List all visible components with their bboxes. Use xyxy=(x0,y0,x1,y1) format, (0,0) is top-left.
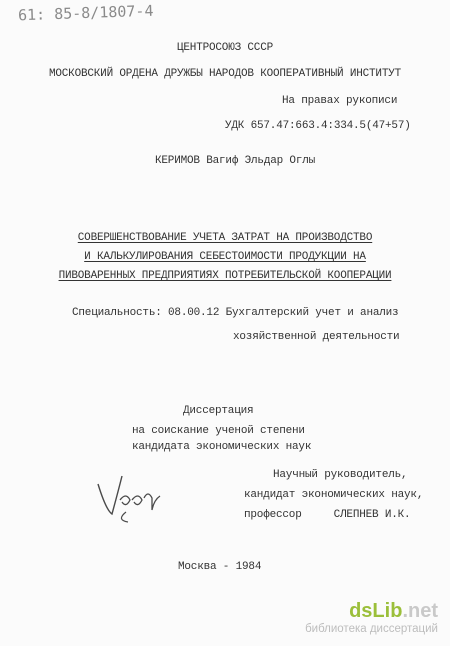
dissertation-label: Диссертация xyxy=(183,405,254,417)
watermark xyxy=(305,600,438,636)
signature xyxy=(92,470,172,535)
degree-line-1: на соискание ученой степени xyxy=(132,425,305,437)
specialty-line-2: хозяйственной деятельности xyxy=(233,331,400,343)
supervisor-line-3: профессор СЛЕПНЕВ И.К. xyxy=(244,509,411,521)
degree-line-2: кандидата экономических наук xyxy=(132,441,312,453)
supervisor-line-1: Научный руководитель, xyxy=(273,469,408,481)
archive-stamp: 61: 85-8/1807-4 xyxy=(17,1,154,25)
watermark-subtitle: библиотека диссертаций xyxy=(305,623,438,635)
specialty-line-1: Специальность: 08.00.12 Бухгалтерский учет и анализ xyxy=(72,307,399,319)
org-line-1: ЦЕНТРОСОЮЗ СССР xyxy=(176,42,274,54)
title-line-1: СОВЕРШЕНСТВОВАНИЕ УЧЕТА ЗАТРАТ НА ПРОИЗВОДСТВО xyxy=(77,232,373,244)
org-line-2: МОСКОВСКИЙ ОРДЕНА ДРУЖБЫ НАРОДОВ КООПЕРАТИВНЫЙ ИНСТИТУТ xyxy=(48,68,402,80)
title-line-2: И КАЛЬКУЛИРОВАНИЯ СЕБЕСТОИМОСТИ ПРОДУКЦИИ НА xyxy=(84,251,366,263)
title-line-3: ПИВОВАРЕННЫХ ПРЕДПРИЯТИЯХ ПОТРЕБИТЕЛЬСКОЙ КООПЕРАЦИИ xyxy=(58,270,392,282)
manuscript-rights: На правах рукописи xyxy=(282,95,398,107)
supervisor-line-2: кандидат экономических наук, xyxy=(244,489,424,501)
udk-code: УДК 657.47:663.4:334.5(47+57) xyxy=(225,120,411,132)
city-year: Москва - 1984 xyxy=(178,561,262,573)
watermark-logo: dsLib.net xyxy=(349,600,438,622)
author-name: КЕРИМОВ Вагиф Эльдар Оглы xyxy=(155,155,316,167)
